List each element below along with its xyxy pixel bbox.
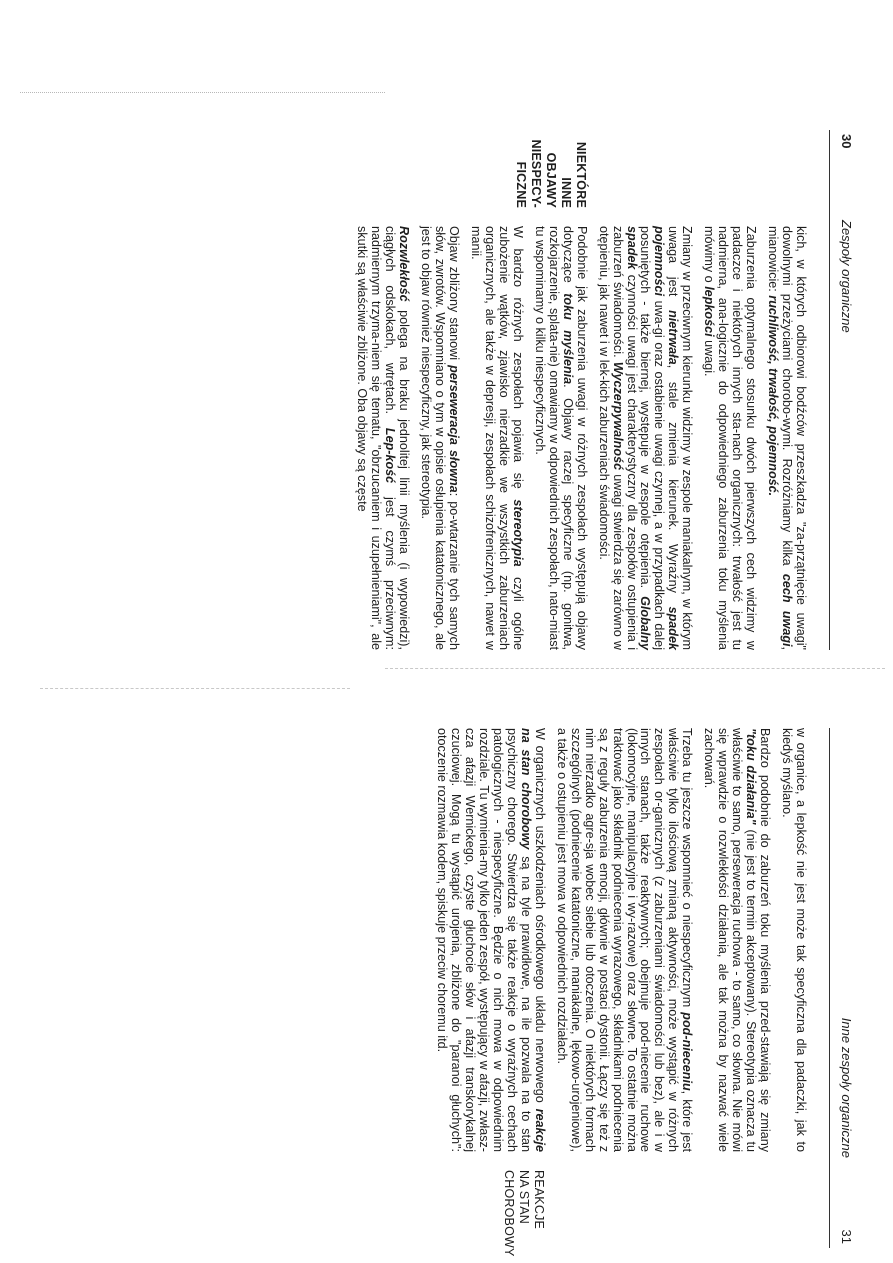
scan-artifact-line [385,668,885,669]
text-column [434,728,807,1152]
text-run: Podobnie jak zaburzenia uwagi w różnych zespołach występują objawy dotyczące [560,226,589,650]
text-run: : po-wtarzanie tych samych słów, zwrotów. Wspomniano o tym w opisie osłupienia katatonicznego, ale jest to objaw również niespecyficzny, jak stereotypia. [419,226,462,650]
paragraph [779,728,807,1152]
text-run: Zaburzenia optymalnego stosunku dwóch pierwszych cech widzimy w padaczce i niektórych innych sta-nach organicznych: trwałość jest tu nadmierna, ana-logicznie do odpowiedniego zaburzenia toku myślenia mówimy o [702,226,759,650]
running-head-title: Zespoły organiczne [839,220,854,333]
paragraph [701,728,771,1152]
emphasized-term: "toku działania" [744,728,759,825]
page-body [354,130,807,650]
emphasized-term: Rozwlekłość [397,226,412,302]
text-run: , mianowicie: [766,226,795,651]
text-run: , stale zmienia kierunek. Wyraźny [666,364,681,607]
paragraph [354,226,410,650]
running-head [829,728,860,1248]
text-run: czynności uwagi jest charakterystyczny dla zespołów ostupienia i zaburzeń świadomości. [610,226,639,650]
paragraph [554,728,694,1152]
emphasized-term: Globalny spadek [624,226,653,650]
text-run: Bardzo podobnie do zaburzeń toku myślenia przed-stawiają się zmiany [758,728,773,1152]
paragraph [418,226,460,650]
emphasized-term: stereotypia [510,499,525,567]
text-run: czyli ogólne zubożenie wątków, zjawisko nierzadkie we wszystkich zaburzeniach organicznych, ale także w depresji, zespołach schizofrenicznych, nawet w manii. [468,226,525,651]
emphasized-term: Wyczerpywalność [610,361,625,471]
text-run: jest czymś przeciwnym: nadmiernym trzyma-niem się tematu, "obrzucaniem i uzupełnieniami", ale skutki są właściwie zbliżone. Oba objawy są częste [355,226,398,650]
text-column [354,226,807,650]
emphasized-term: toku myślenia [560,293,575,385]
text-run: w organice, a lepkość nie jest może tak specyficzna dla padaczki, jak to kiedyś myślano. [780,728,808,1152]
emphasized-term: reakcje na stan chorobowy [518,728,547,1152]
text-run: . Objawy raczej specyficzne (np. gonitwa, rozkojarzenie, splata-nie) omawiamy w odpowiednich zespołach, nato-miast tu wspominamy o kilku niespecyficznych. [532,226,575,650]
margin-note: REAKCJE NA STAN CHOROBOWY [502,1170,546,1257]
text-run: Trzeba tu jeszcze wspomnieć o niespecyficznym [680,728,695,1013]
paragraph [532,226,588,650]
emphasized-term: spadek pojemności [652,226,681,650]
text-run: uwagi stwierdza się zarówno w otępieniu, jak nawet i w lek-kich zaburzeniach świadomości. [596,226,625,650]
running-head-title: Inne zespoły organiczne [839,1017,854,1158]
text-run: polega na braku jednolitej linii myślenia (i wypowiedzi), ciągłych odskokach, wtrętach. [383,226,412,650]
text-run: są na tyle prawidłowe, na ile pozwala na to stan psychiczny chorego. Stwierdza się także reakcje o wyraźnych cechach patologicznych - niespecyficzne. Będzie o nich mowa w odpowiednim rozdziale. Tu wymienia-my tylko jeden zespół, występujący w afazji, zwłasz-cza afazji Wernickego, czyste głuchocie słów i afazji transkorykalnej czuciowej. Mogą tu wystąpić urojenia, zbliżone do "paranoi głuchych": otoczenie rozmawia kodem, spiskuje przeciw choremu itd. [435,728,533,1153]
text-run: W bardzo różnych zespołach pojawia się [510,226,525,500]
text-run: Objaw zbliżony stanowi [447,226,462,366]
page-number: 30 [839,134,854,149]
emphasized-term: ruchliwość, trwałość, pojemność. [766,295,781,497]
emphasized-term: lepkości [702,286,717,337]
emphasized-term: perseweracja słowna [447,365,462,493]
text-run: W organicznych uszkodzeniach ośrodkowego układu nerwowego [532,728,547,1109]
text-run: Zmiany w przeciwnym kierunku widzimy w zespole maniakalnym, w którym uwaga jest [666,226,695,650]
text-run: (nie jest to termin akceptowany). Stereotypia oznacza tu właściwie to samo, perseweracja ruchowa - to samo, co słowna. Nie mówi się wprawdzie o rozwlekłości działania, ale tak można by nazwać wiele zachowań. [702,728,759,1152]
emphasized-term: pod-nieceniu [680,1012,695,1091]
page-body [434,728,808,1257]
paragraph [468,226,524,650]
emphasized-term: nietrwała [666,310,681,365]
paragraph [596,226,694,650]
scan-artifact-line [40,688,350,689]
page-number: 31 [839,1229,854,1244]
text-run: uwa-gi oraz ostabienie uwagi czynnej, a w przypadkach dalej posuniętych - także biernej, występuje w zespole otępienia. [638,226,667,650]
margin-note: NIEKTÓRE INNE OBJAWY NIESPECY-FICZNE [514,139,588,208]
paragraph [434,728,546,1152]
emphasized-term: Lep-kość [383,427,398,484]
running-head [829,130,860,650]
text-run: kich, w których odbiorowi bodźców przeszkadza "za-przątnięcie uwagi" dowolnymi przeżyciami chorobo-wymi. Rozróżniamy kilka [780,226,808,650]
left-page [30,130,860,650]
scan-artifact-line [20,92,385,93]
right-page [30,728,860,1257]
paragraph [765,226,807,650]
emphasized-term: cech uwagi [780,573,795,647]
paragraph [701,226,757,650]
text-run: , które jest właściwie tylko ilościową zmianą aktywności, może wystąpić w różnych zespołach or-ganicznych (z zaburzeniami świadomości lub bez), ale i w innych stanach, także reaktywnych; obejmuje pod-niecenie ruchowe (lokomocyjne, manipulacyjne i wy-razowe) oraz słowne. To ostatnie można traktować jako składnik podniecenia wyrazowego, składnikami podniecenia są z reguły zaburzenia emocji, głównie w postaci dystonii. Łączy się też z nim nierzadko agre-sja wobec siebie lub otoczenia. O niektórych formach szczególnych (podniecenie katatoniczne, maniakalne, lękowo-urojeniowe), a także o ostupieniu jest mowa w odpowiednich rozdziałach. [554,728,695,1152]
text-run: uwagi. [702,336,717,377]
